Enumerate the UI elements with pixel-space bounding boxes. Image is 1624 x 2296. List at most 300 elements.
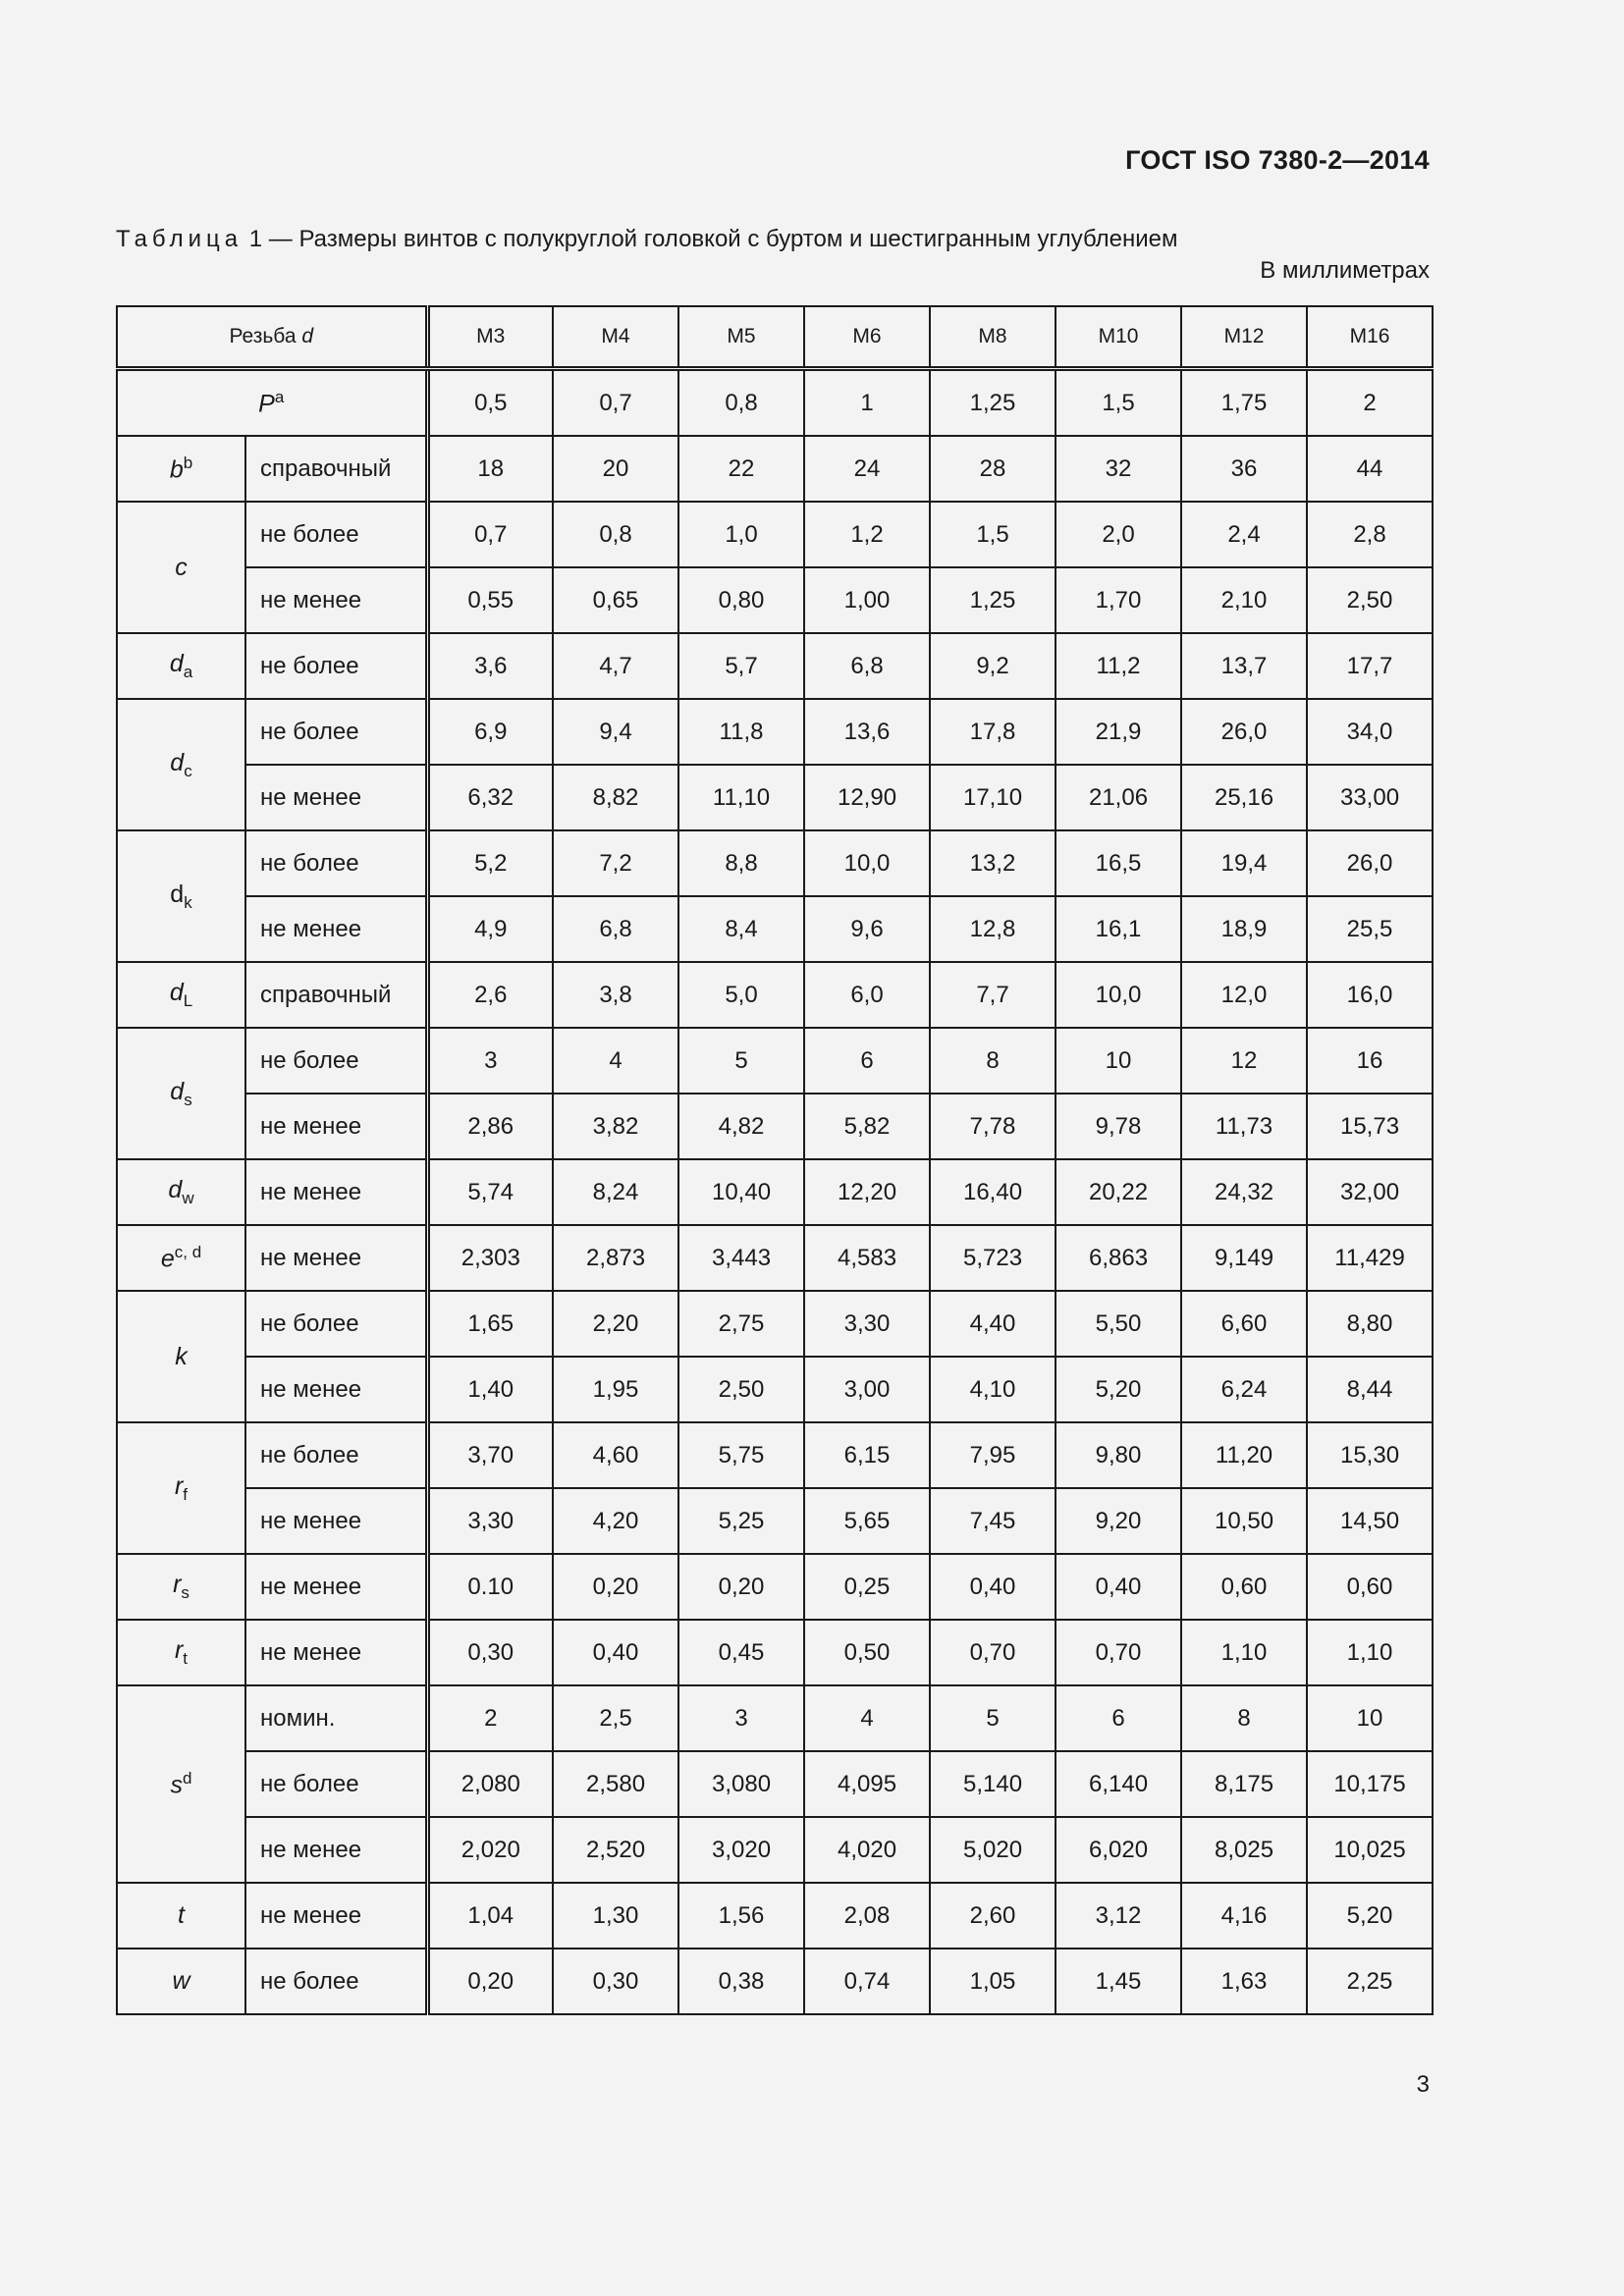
- value-cell: 2,080: [427, 1751, 553, 1817]
- value-cell: 13,2: [930, 830, 1056, 896]
- parameter-cell: [117, 962, 245, 1028]
- value-cell: 4,583: [804, 1225, 930, 1291]
- value-cell: 1,2: [804, 502, 930, 567]
- value-cell: 8,24: [553, 1159, 678, 1225]
- value-cell: 11,429: [1307, 1225, 1433, 1291]
- table-row: [117, 567, 1433, 633]
- units-note: В миллиметрах: [1260, 257, 1430, 284]
- value-cell: 18: [427, 436, 553, 502]
- value-cell: 10,0: [1056, 962, 1181, 1028]
- value-cell: 6: [1056, 1685, 1181, 1751]
- value-cell: 4,60: [553, 1422, 678, 1488]
- value-cell: 0,74: [804, 1949, 930, 2014]
- parameter-cell: [117, 699, 245, 830]
- value-cell: 10,025: [1307, 1817, 1433, 1883]
- qualifier-cell: не менее: [245, 1094, 427, 1159]
- parameter-subscript: s: [184, 1090, 192, 1109]
- value-cell: 12: [1181, 1028, 1307, 1094]
- value-cell: 11,8: [678, 699, 804, 765]
- value-cell: 6,863: [1056, 1225, 1181, 1291]
- table-row: [117, 830, 1433, 896]
- value-cell: 9,2: [930, 633, 1056, 699]
- value-cell: 1,30: [553, 1883, 678, 1949]
- column-header: M12: [1181, 306, 1307, 369]
- value-cell: 0,70: [1056, 1620, 1181, 1685]
- table-row: [117, 1094, 1433, 1159]
- value-cell: 32,00: [1307, 1159, 1433, 1225]
- value-cell: 3: [427, 1028, 553, 1094]
- value-cell: 1,5: [1056, 369, 1181, 437]
- value-cell: 16: [1307, 1028, 1433, 1094]
- parameter-subscript: c: [184, 761, 192, 780]
- value-cell: 0,7: [553, 369, 678, 437]
- value-cell: 28: [930, 436, 1056, 502]
- value-cell: 10,175: [1307, 1751, 1433, 1817]
- value-cell: 13,6: [804, 699, 930, 765]
- value-cell: 5,0: [678, 962, 804, 1028]
- parameter-cell: [117, 1883, 245, 1949]
- value-cell: 1,45: [1056, 1949, 1181, 2014]
- value-cell: 5,2: [427, 830, 553, 896]
- qualifier-cell: не более: [245, 699, 427, 765]
- value-cell: 1,63: [1181, 1949, 1307, 2014]
- value-cell: 3,00: [804, 1357, 930, 1422]
- value-cell: 0,20: [427, 1949, 553, 2014]
- value-cell: 34,0: [1307, 699, 1433, 765]
- parameter-subscript: t: [183, 1649, 189, 1668]
- value-cell: 6: [804, 1028, 930, 1094]
- parameter-symbol: d: [170, 748, 185, 776]
- value-cell: 0,40: [553, 1620, 678, 1685]
- value-cell: 2: [427, 1685, 553, 1751]
- value-cell: 8,4: [678, 896, 804, 962]
- value-cell: 3,70: [427, 1422, 553, 1488]
- qualifier-cell: не более: [245, 1291, 427, 1357]
- parameter-symbol: s: [170, 1771, 184, 1799]
- value-cell: 3: [678, 1685, 804, 1751]
- qualifier-cell: не менее: [245, 567, 427, 633]
- value-cell: 24: [804, 436, 930, 502]
- value-cell: 14,50: [1307, 1488, 1433, 1554]
- table-row: [117, 1883, 1433, 1949]
- qualifier-cell: не менее: [245, 1817, 427, 1883]
- value-cell: 4,20: [553, 1488, 678, 1554]
- value-cell: 3,8: [553, 962, 678, 1028]
- table-header-row: [117, 306, 1433, 369]
- value-cell: 0,20: [678, 1554, 804, 1620]
- value-cell: 6,140: [1056, 1751, 1181, 1817]
- qualifier-cell: не более: [245, 1751, 427, 1817]
- value-cell: 7,7: [930, 962, 1056, 1028]
- value-cell: 8,8: [678, 830, 804, 896]
- value-cell: 0,65: [553, 567, 678, 633]
- value-cell: 1,00: [804, 567, 930, 633]
- parameter-cell: [117, 1159, 245, 1225]
- value-cell: 2,8: [1307, 502, 1433, 567]
- qualifier-cell: справочный: [245, 962, 427, 1028]
- qualifier-cell: не более: [245, 1949, 427, 2014]
- value-cell: 0,55: [427, 567, 553, 633]
- qualifier-cell: не более: [245, 1422, 427, 1488]
- qualifier-cell: не менее: [245, 1159, 427, 1225]
- value-cell: 2,50: [678, 1357, 804, 1422]
- parameter-cell: [117, 502, 245, 633]
- parameter-cell: [117, 1949, 245, 2014]
- value-cell: 32: [1056, 436, 1181, 502]
- parameter-symbol: r: [174, 1471, 184, 1500]
- table-row: [117, 369, 1433, 437]
- table-row: [117, 765, 1433, 830]
- value-cell: 1,95: [553, 1357, 678, 1422]
- table-row: [117, 1949, 1433, 2014]
- parameter-subscript: s: [181, 1583, 189, 1602]
- parameter-footnote-mark: b: [183, 453, 193, 472]
- table-row: [117, 1028, 1433, 1094]
- value-cell: 6,24: [1181, 1357, 1307, 1422]
- table-row: [117, 1685, 1433, 1751]
- table-row: [117, 699, 1433, 765]
- table-row: [117, 896, 1433, 962]
- value-cell: 8: [1181, 1685, 1307, 1751]
- value-cell: 2,50: [1307, 567, 1433, 633]
- table-row: [117, 1422, 1433, 1488]
- value-cell: 20,22: [1056, 1159, 1181, 1225]
- table-row: [117, 1817, 1433, 1883]
- value-cell: 0,8: [678, 369, 804, 437]
- value-cell: 2,86: [427, 1094, 553, 1159]
- table-row: [117, 436, 1433, 502]
- parameter-cell: [117, 369, 427, 437]
- parameter-symbol: d: [169, 650, 184, 677]
- value-cell: 1,65: [427, 1291, 553, 1357]
- value-cell: 0,60: [1181, 1554, 1307, 1620]
- parameter-symbol: d: [170, 1077, 185, 1105]
- value-cell: 0,8: [553, 502, 678, 567]
- value-cell: 2,10: [1181, 567, 1307, 633]
- value-cell: 1,10: [1307, 1620, 1433, 1685]
- value-cell: 17,7: [1307, 633, 1433, 699]
- value-cell: 10,0: [804, 830, 930, 896]
- value-cell: 6,15: [804, 1422, 930, 1488]
- value-cell: 4,095: [804, 1751, 930, 1817]
- value-cell: 11,73: [1181, 1094, 1307, 1159]
- value-cell: 7,78: [930, 1094, 1056, 1159]
- qualifier-cell: справочный: [245, 436, 427, 502]
- value-cell: 15,73: [1307, 1094, 1433, 1159]
- parameter-symbol: d: [168, 1176, 183, 1203]
- value-cell: 6,0: [804, 962, 930, 1028]
- parameter-cell: [117, 436, 245, 502]
- parameter-cell: [117, 1554, 245, 1620]
- parameter-symbol: P: [258, 390, 275, 418]
- value-cell: 10,40: [678, 1159, 804, 1225]
- parameter-symbol: b: [169, 455, 184, 484]
- qualifier-cell: не менее: [245, 1620, 427, 1685]
- value-cell: 4,9: [427, 896, 553, 962]
- value-cell: 2,520: [553, 1817, 678, 1883]
- value-cell: 3,12: [1056, 1883, 1181, 1949]
- value-cell: 2,5: [553, 1685, 678, 1751]
- value-cell: 4,020: [804, 1817, 930, 1883]
- value-cell: 9,78: [1056, 1094, 1181, 1159]
- value-cell: 10,50: [1181, 1488, 1307, 1554]
- value-cell: 0,50: [804, 1620, 930, 1685]
- value-cell: 18,9: [1181, 896, 1307, 962]
- thread-header-cell: [117, 306, 427, 369]
- value-cell: 7,95: [930, 1422, 1056, 1488]
- parameter-symbol: r: [173, 1571, 182, 1598]
- value-cell: 7,2: [553, 830, 678, 896]
- value-cell: 4: [804, 1685, 930, 1751]
- qualifier-cell: не более: [245, 1028, 427, 1094]
- value-cell: 2,6: [427, 962, 553, 1028]
- value-cell: 0,30: [427, 1620, 553, 1685]
- value-cell: 3,443: [678, 1225, 804, 1291]
- value-cell: 1,10: [1181, 1620, 1307, 1685]
- value-cell: 13,7: [1181, 633, 1307, 699]
- value-cell: 0,45: [678, 1620, 804, 1685]
- value-cell: 2,873: [553, 1225, 678, 1291]
- table-row: [117, 1554, 1433, 1620]
- thread-header-label: Резьба: [229, 325, 297, 347]
- value-cell: 16,1: [1056, 896, 1181, 962]
- parameter-cell: [117, 1291, 245, 1422]
- value-cell: 5,74: [427, 1159, 553, 1225]
- value-cell: 7,45: [930, 1488, 1056, 1554]
- value-cell: 2,0: [1056, 502, 1181, 567]
- value-cell: 12,90: [804, 765, 930, 830]
- value-cell: 8,82: [553, 765, 678, 830]
- value-cell: 44: [1307, 436, 1433, 502]
- value-cell: 0,60: [1307, 1554, 1433, 1620]
- value-cell: 1,25: [930, 567, 1056, 633]
- table-row: [117, 633, 1433, 699]
- value-cell: 33,00: [1307, 765, 1433, 830]
- value-cell: 8: [930, 1028, 1056, 1094]
- value-cell: 6,60: [1181, 1291, 1307, 1357]
- column-header: M4: [553, 306, 678, 369]
- value-cell: 9,6: [804, 896, 930, 962]
- parameter-cell: [117, 1685, 245, 1883]
- qualifier-cell: номин.: [245, 1685, 427, 1751]
- qualifier-cell: не менее: [245, 1883, 427, 1949]
- value-cell: 11,20: [1181, 1422, 1307, 1488]
- parameter-symbol: e: [160, 1245, 175, 1273]
- value-cell: 5,50: [1056, 1291, 1181, 1357]
- value-cell: 15,30: [1307, 1422, 1433, 1488]
- value-cell: 1,40: [427, 1357, 553, 1422]
- qualifier-cell: не более: [245, 830, 427, 896]
- qualifier-cell: не более: [245, 633, 427, 699]
- parameter-cell: [117, 1225, 245, 1291]
- table-row: [117, 1291, 1433, 1357]
- value-cell: 5,723: [930, 1225, 1056, 1291]
- parameter-cell: [117, 830, 245, 962]
- value-cell: 1,70: [1056, 567, 1181, 633]
- value-cell: 1,0: [678, 502, 804, 567]
- value-cell: 21,06: [1056, 765, 1181, 830]
- value-cell: 5,7: [678, 633, 804, 699]
- value-cell: 4,16: [1181, 1883, 1307, 1949]
- value-cell: 1,75: [1181, 369, 1307, 437]
- value-cell: 12,8: [930, 896, 1056, 962]
- value-cell: 2,4: [1181, 502, 1307, 567]
- parameter-symbol: w: [172, 1967, 190, 1995]
- parameter-subscript: k: [184, 892, 192, 912]
- value-cell: 2,25: [1307, 1949, 1433, 2014]
- value-cell: 8,80: [1307, 1291, 1433, 1357]
- value-cell: 12,20: [804, 1159, 930, 1225]
- value-cell: 1,04: [427, 1883, 553, 1949]
- value-cell: 0,70: [930, 1620, 1056, 1685]
- dimensions-table: [116, 305, 1434, 2015]
- value-cell: 4: [553, 1028, 678, 1094]
- value-cell: 6,32: [427, 765, 553, 830]
- value-cell: 5,20: [1307, 1883, 1433, 1949]
- value-cell: 16,0: [1307, 962, 1433, 1028]
- parameter-cell: [117, 633, 245, 699]
- column-header: M3: [427, 306, 553, 369]
- qualifier-cell: не менее: [245, 1225, 427, 1291]
- value-cell: 2,08: [804, 1883, 930, 1949]
- value-cell: 11,10: [678, 765, 804, 830]
- page-number: 3: [1416, 2071, 1430, 2098]
- value-cell: 5,65: [804, 1488, 930, 1554]
- value-cell: 5,020: [930, 1817, 1056, 1883]
- value-cell: 9,80: [1056, 1422, 1181, 1488]
- value-cell: 4,10: [930, 1357, 1056, 1422]
- parameter-cell: [117, 1422, 245, 1554]
- value-cell: 26,0: [1307, 830, 1433, 896]
- value-cell: 21,9: [1056, 699, 1181, 765]
- value-cell: 3,30: [804, 1291, 930, 1357]
- parameter-cell: [117, 1620, 245, 1685]
- table-row: [117, 1751, 1433, 1817]
- table-caption: [116, 226, 1178, 253]
- value-cell: 2: [1307, 369, 1433, 437]
- value-cell: 5,20: [1056, 1357, 1181, 1422]
- value-cell: 0,38: [678, 1949, 804, 2014]
- parameter-symbol: d: [170, 880, 185, 908]
- qualifier-cell: не менее: [245, 1357, 427, 1422]
- value-cell: 10: [1307, 1685, 1433, 1751]
- qualifier-cell: не менее: [245, 1488, 427, 1554]
- column-header: M5: [678, 306, 804, 369]
- dimensions-table-body: [117, 306, 1433, 2014]
- column-header: M10: [1056, 306, 1181, 369]
- table-row: [117, 502, 1433, 567]
- value-cell: 12,0: [1181, 962, 1307, 1028]
- value-cell: 6,9: [427, 699, 553, 765]
- value-cell: 9,4: [553, 699, 678, 765]
- parameter-subscript: L: [183, 991, 193, 1010]
- parameter-footnote-mark: a: [274, 387, 285, 406]
- parameter-symbol: d: [169, 979, 184, 1006]
- value-cell: 3,080: [678, 1751, 804, 1817]
- value-cell: 0,40: [930, 1554, 1056, 1620]
- value-cell: 4,40: [930, 1291, 1056, 1357]
- parameter-symbol: t: [178, 1901, 185, 1929]
- value-cell: 36: [1181, 436, 1307, 502]
- value-cell: 2,75: [678, 1291, 804, 1357]
- table-caption-prefix: Таблица: [116, 226, 244, 252]
- value-cell: 3,020: [678, 1817, 804, 1883]
- value-cell: 6,8: [804, 633, 930, 699]
- value-cell: 26,0: [1181, 699, 1307, 765]
- parameter-cell: [117, 1028, 245, 1159]
- value-cell: 5: [678, 1028, 804, 1094]
- value-cell: 0.10: [427, 1554, 553, 1620]
- value-cell: 25,5: [1307, 896, 1433, 962]
- value-cell: 1,5: [930, 502, 1056, 567]
- table-row: [117, 1620, 1433, 1685]
- column-header: M6: [804, 306, 930, 369]
- value-cell: 2,303: [427, 1225, 553, 1291]
- value-cell: 5,140: [930, 1751, 1056, 1817]
- value-cell: 9,20: [1056, 1488, 1181, 1554]
- value-cell: 1: [804, 369, 930, 437]
- value-cell: 5,82: [804, 1094, 930, 1159]
- value-cell: 2,020: [427, 1817, 553, 1883]
- thread-header-symbol: d: [301, 325, 314, 347]
- value-cell: 3,6: [427, 633, 553, 699]
- qualifier-cell: не менее: [245, 765, 427, 830]
- value-cell: 0,5: [427, 369, 553, 437]
- value-cell: 0,30: [553, 1949, 678, 2014]
- parameter-subscript: a: [183, 663, 193, 681]
- parameter-symbol: c: [175, 553, 188, 581]
- value-cell: 0,20: [553, 1554, 678, 1620]
- value-cell: 0,7: [427, 502, 553, 567]
- value-cell: 3,30: [427, 1488, 553, 1554]
- column-header: M16: [1307, 306, 1433, 369]
- value-cell: 4,82: [678, 1094, 804, 1159]
- value-cell: 1,05: [930, 1949, 1056, 2014]
- value-cell: 17,10: [930, 765, 1056, 830]
- value-cell: 2,20: [553, 1291, 678, 1357]
- value-cell: 3,82: [553, 1094, 678, 1159]
- value-cell: 5: [930, 1685, 1056, 1751]
- parameter-footnote-mark: d: [183, 1768, 192, 1788]
- value-cell: 5,25: [678, 1488, 804, 1554]
- value-cell: 1,25: [930, 369, 1056, 437]
- value-cell: 24,32: [1181, 1159, 1307, 1225]
- parameter-footnote-mark: c, d: [174, 1242, 202, 1261]
- table-caption-text: 1 — Размеры винтов с полукруглой головкой с буртом и шестигранным углублением: [243, 226, 1178, 252]
- value-cell: 25,16: [1181, 765, 1307, 830]
- value-cell: 4,7: [553, 633, 678, 699]
- parameter-symbol: r: [174, 1636, 184, 1664]
- value-cell: 1,56: [678, 1883, 804, 1949]
- table-row: [117, 1225, 1433, 1291]
- qualifier-cell: не более: [245, 502, 427, 567]
- parameter-subscript: f: [183, 1484, 189, 1504]
- value-cell: 0,80: [678, 567, 804, 633]
- value-cell: 11,2: [1056, 633, 1181, 699]
- standard-code: ГОСТ ISO 7380-2—2014: [1125, 145, 1430, 175]
- column-header: M8: [930, 306, 1056, 369]
- table-row: [117, 1159, 1433, 1225]
- value-cell: 17,8: [930, 699, 1056, 765]
- value-cell: 8,175: [1181, 1751, 1307, 1817]
- table-row: [117, 962, 1433, 1028]
- value-cell: 0,40: [1056, 1554, 1181, 1620]
- value-cell: 5,75: [678, 1422, 804, 1488]
- value-cell: 8,44: [1307, 1357, 1433, 1422]
- table-row: [117, 1488, 1433, 1554]
- qualifier-cell: не менее: [245, 1554, 427, 1620]
- value-cell: 2,60: [930, 1883, 1056, 1949]
